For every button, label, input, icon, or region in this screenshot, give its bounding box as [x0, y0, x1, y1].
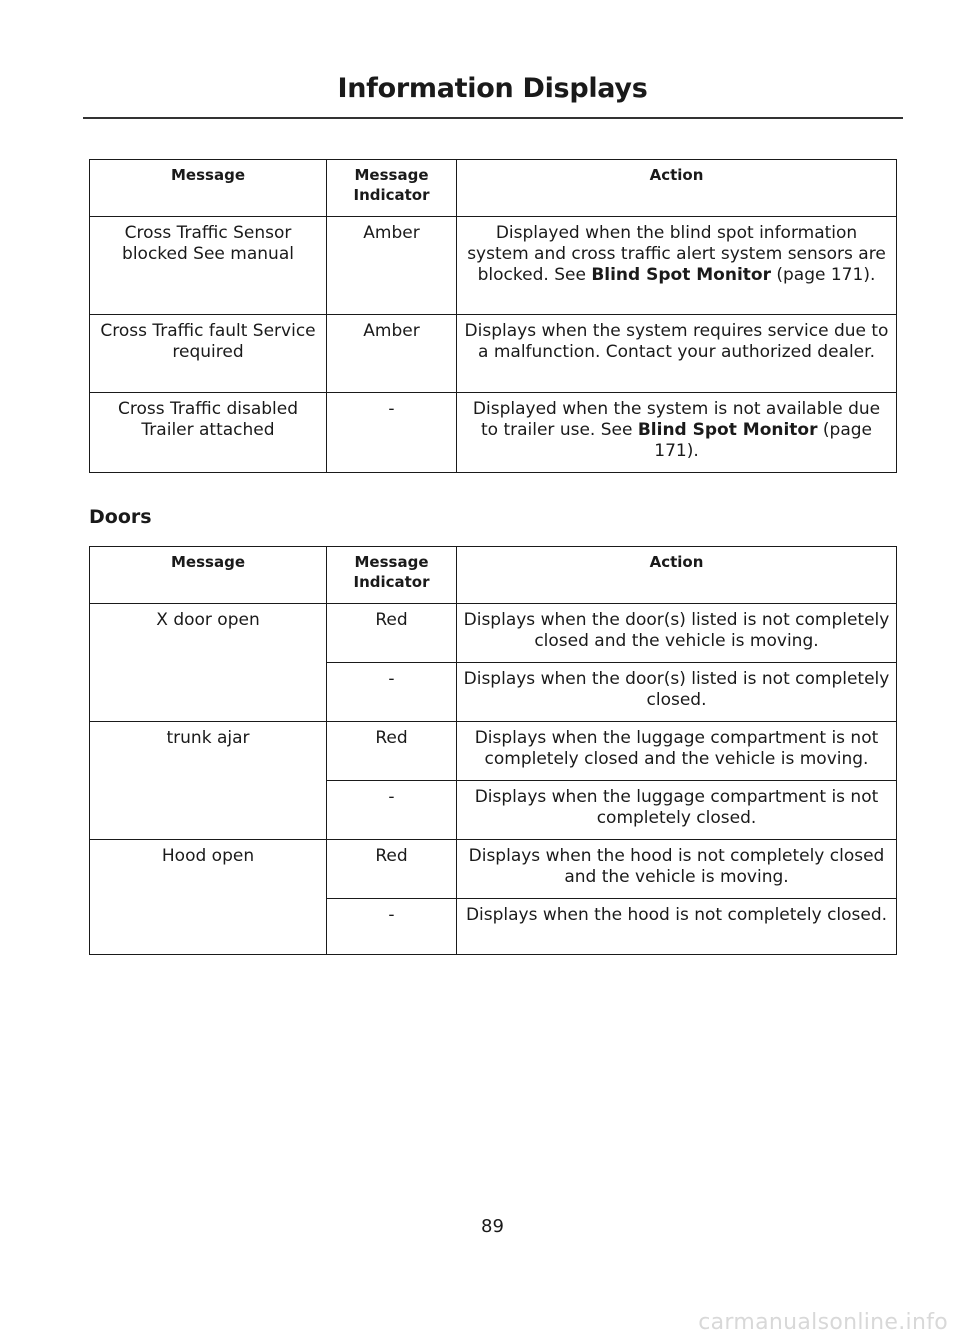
action-text: Displayed when the system is not available due to trailer use. See: [472, 399, 881, 440]
header-action: Action: [457, 160, 897, 217]
action-cell: [457, 217, 897, 315]
action-cell: Displays when the door(s) listed is not completely closed and the vehicle is moving.: [457, 604, 897, 663]
page-reference: (page 171).: [654, 420, 872, 461]
message-cell: Cross Traffic Sensor blocked See manual: [90, 217, 327, 315]
watermark: carmanualsonline.info: [698, 1310, 948, 1335]
cross-reference-link[interactable]: Blind Spot Monitor: [637, 420, 818, 440]
table-row: [90, 604, 897, 663]
cross-traffic-message-table: [89, 159, 897, 473]
action-cell: [457, 393, 897, 473]
indicator-cell: Red: [327, 722, 457, 781]
table-row: [90, 315, 897, 393]
indicator-cell: Red: [327, 604, 457, 663]
indicator-cell: -: [327, 663, 457, 722]
message-cell: Cross Traffic fault Service required: [90, 315, 327, 393]
message-cell: X door open: [90, 604, 327, 722]
indicator-cell: -: [327, 899, 457, 955]
indicator-cell: Amber: [327, 315, 457, 393]
indicator-cell: Red: [327, 840, 457, 899]
table-row: [90, 393, 897, 473]
action-text: Displayed when the blind spot information system and cross traffic alert system sensors are blocked. See: [467, 223, 886, 285]
table-header-row: [90, 547, 897, 604]
header-message: Message: [90, 547, 327, 604]
message-cell: Cross Traffic disabled Trailer attached: [90, 393, 327, 473]
page-reference: (page 171).: [770, 265, 876, 285]
table-row: [90, 217, 897, 315]
action-cell: Displays when the luggage compartment is not completely closed.: [457, 781, 897, 840]
indicator-cell: -: [327, 393, 457, 473]
table-row: [90, 722, 897, 781]
indicator-cell: Amber: [327, 217, 457, 315]
doors-message-table: [89, 546, 897, 955]
action-cell: Displays when the system requires service due to a malfunction. Contact your authorized dealer.: [457, 315, 897, 393]
table-header-row: [90, 160, 897, 217]
action-cell: Displays when the door(s) listed is not completely closed.: [457, 663, 897, 722]
action-cell: Displays when the hood is not completely closed and the vehicle is moving.: [457, 840, 897, 899]
header-indicator: Message Indicator: [327, 547, 457, 604]
section-heading-doors: Doors: [89, 506, 152, 528]
indicator-cell: -: [327, 781, 457, 840]
header-action: Action: [457, 547, 897, 604]
page-title: Information Displays: [337, 73, 648, 104]
message-cell: Hood open: [90, 840, 327, 955]
header-message: Message: [90, 160, 327, 217]
cross-reference-link[interactable]: Blind Spot Monitor: [591, 265, 771, 285]
header-indicator: Message Indicator: [327, 160, 457, 217]
page-number: 89: [481, 1216, 504, 1237]
action-cell: Displays when the hood is not completely closed.: [457, 899, 897, 955]
title-divider: [83, 117, 903, 119]
action-cell: Displays when the luggage compartment is not completely closed and the vehicle is moving.: [457, 722, 897, 781]
message-cell: trunk ajar: [90, 722, 327, 840]
table-row: [90, 840, 897, 899]
